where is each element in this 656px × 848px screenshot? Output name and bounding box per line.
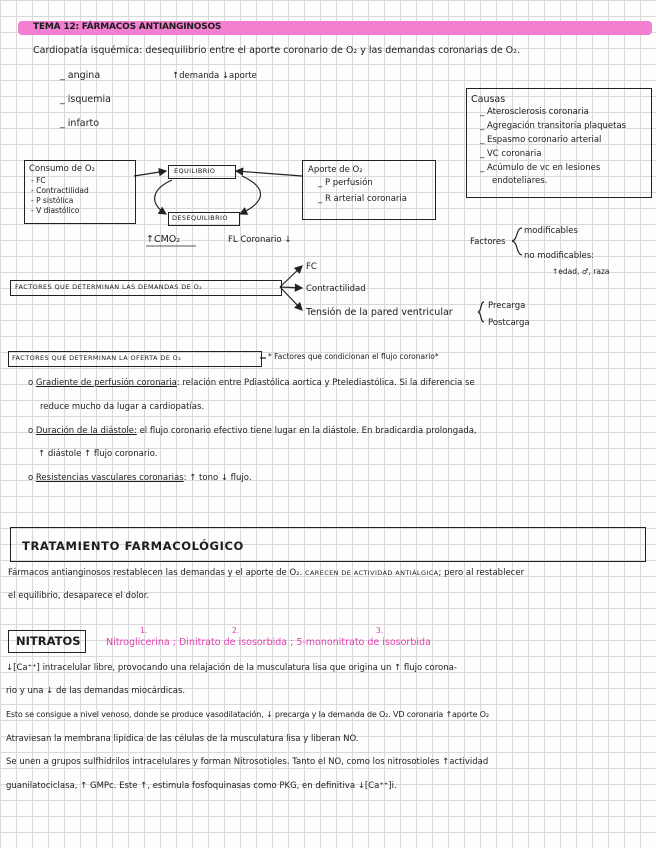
nitratos-line: Esto se consigue a nivel venoso, donde se produce vasodilatación, ↓ precarga y la demanda de O₂. VD coronaria ↑aporte O₂ [6,710,489,719]
list-item: _ angina [60,70,101,81]
modificables-label: modificables [524,226,578,236]
nitratos-line: rio y una ↓ de las demandas miocárdicas. [6,686,186,696]
consumo-item: - FC [31,176,46,185]
consumo-item: - Contractilidad [31,186,89,195]
consumo-label: V diastólico [36,206,80,215]
demand-supply-note: ↑demanda ↓aporte [172,71,257,81]
supply-bullet-1: o Gradiente de perfusión coronaria: relación entre Pdiastólica aortica y Ptelediastólica. Si la diferencia se [28,378,475,388]
demand-postcarga: Postcarga [488,318,530,328]
bullet-text: : relación entre Pdiastólica aortica y Ptelediastólica. Si la diferencia se [176,378,475,388]
nitratos-drugs: Nitroglicerina ; Dinitrato de isosorbida ; 5-mononitrato de isosorbida [106,637,431,648]
arrow-demand-to-tension [280,287,302,310]
equilibrio-label: EQUILIBRIO [174,167,216,175]
list-item-label: angina [67,70,101,81]
aporte-item: _ P perfusión [318,178,373,188]
bullet-label: Resistencias vasculares coronarias [35,473,184,483]
brace-carga [478,302,484,322]
nitratos-line: guanilatociclasa, ↑ GMPc. Este ↑, estimula fosfoquinasas como PKG, en definitiva ↓[Ca⁺⁺]i. [6,781,397,791]
supply-bullet-3: o Resistencias vasculares coronarias: ↑ tono ↓ flujo. [28,473,252,483]
demand-tension: Tensión de la pared ventricular [306,307,453,318]
nitratos-title: NITRATOS [16,634,81,648]
brace-factores [512,228,522,255]
cmo2-label: ↑CMO₂ [146,234,181,245]
list-item-label: isquemia [67,94,111,105]
consumo-label: FC [36,176,46,185]
cause-item-cont: endoteliares. [492,176,548,186]
demand-fc: FC [306,262,317,272]
cause-item: _ Agregación transitoria plaquetas [480,121,627,131]
treatment-line-2: el equilibrio, desaparece el dolor. [8,591,150,601]
nitratos-line: Atraviesan la membrana lipídica de las células de la musculatura lisa y liberan NO. [6,734,359,744]
supply-bullet-2: o Duración de la diástole: el flujo coronario efectivo tiene lugar en la diástole. En bradicardia prolongada, [28,426,477,436]
aporte-item: _ R arterial coronaria [318,194,407,204]
cause-label: VC coronaria [486,149,542,159]
cause-label: Acúmulo de vc en lesiones [486,163,601,173]
drug-number: 3. [376,626,384,635]
consumo-title: Consumo de O₂ [29,164,95,174]
factores-label: Factores [470,237,506,247]
supply-bullet-2-cont: ↑ diástole ↑ flujo coronario. [38,449,158,459]
cause-label: Espasmo coronario arterial [486,135,602,145]
cause-item: _ Acúmulo de vc en lesiones [480,163,601,173]
cause-item: _ VC coronaria [480,149,542,159]
arrow-demand-to-contractilidad [280,287,302,288]
nitratos-line: ↓[Ca⁺⁺] intracelular libre, provocando una relajación de la musculatura lisa que origina un ↑ flujo corona- [6,663,457,673]
treatment-text: Fármacos antianginosos restablecen las demandas y el aporte de O₂. [8,568,303,578]
nitratos-line: Se unen a grupos sulfhidrilos intracelulares y forman Nitrosotioles. Tanto el NO, como los nitrosotioles ↑actividad [6,757,489,767]
cause-item: _ Espasmo coronario arterial [480,135,602,145]
supply-note: * Factores que condicionan el flujo coronario* [268,352,439,361]
treatment-caps: CARECEN DE ACTIVIDAD ANTIÁLGICA [305,569,439,577]
bullet-text: : ↑ tono ↓ flujo. [183,473,252,483]
drug-number: 2. [232,626,240,635]
consumo-label: Contractilidad [36,186,89,195]
drug-number: 1. [140,626,148,635]
curved-arrow-right [240,176,261,214]
cause-item: _ Aterosclerosis coronaria [480,107,589,117]
list-item-label: infarto [67,118,100,129]
flujo-label: FL Coronario ↓ [228,235,292,245]
consumo-item: - V diastólico [31,206,80,215]
arrow-aporte-to-equilibrio [236,171,302,176]
aporte-label: R arterial coronaria [324,194,407,204]
demand-precarga: Precarga [488,301,526,311]
list-item: _ isquemia [60,94,111,105]
cause-label: Agregación transitoria plaquetas [486,121,627,131]
consumo-item: - P sistólica [31,196,74,205]
causes-title: Causas [471,94,506,105]
demand-contractilidad: Contractilidad [306,284,366,294]
no-modificables-label: no modificables: [524,251,595,261]
consumo-label: P sistólica [36,196,74,205]
cause-label: Aterosclerosis coronaria [486,107,589,117]
arrow-demand-to-fc [280,266,302,287]
bullet-label: Duración de la diástole: [35,426,137,436]
supply-bullet-1-cont: reduce mucho da lugar a cardiopatías. [40,402,205,412]
bullet-text: el flujo coronario efectivo tiene lugar en la diástole. En bradicardia prolongada, [139,426,477,436]
treatment-text-end: ; pero al restablecer [438,568,525,578]
treatment-title: TRATAMIENTO FARMACOLÓGICO [22,539,244,553]
aporte-label: P perfusión [324,178,373,188]
page-title: TEMA 12: FÁRMACOS ANTIANGINOSOS [33,22,222,32]
arrow-consumo-to-equilibrio [134,171,166,176]
definition-text: Cardiopatía isquémica: desequilibrio entre el aporte coronario de O₂ y las demandas coronarias de O₂. [33,45,520,56]
no-modificables-detail: ↑edad, ♂, raza [552,267,610,276]
desequilibrio-label: DESEQUILIBRIO [172,214,228,222]
curved-arrow-left [155,180,172,214]
supply-title: FACTORES QUE DETERMINAN LA OFERTA DE O₂ [12,354,182,362]
demand-title: FACTORES QUE DETERMINAN LAS DEMANDAS DE O₂ [15,283,203,291]
list-item: _ infarto [60,118,100,129]
aporte-title: Aporte de O₂ [308,165,363,175]
bullet-label: Gradiente de perfusión coronaria [35,378,177,388]
